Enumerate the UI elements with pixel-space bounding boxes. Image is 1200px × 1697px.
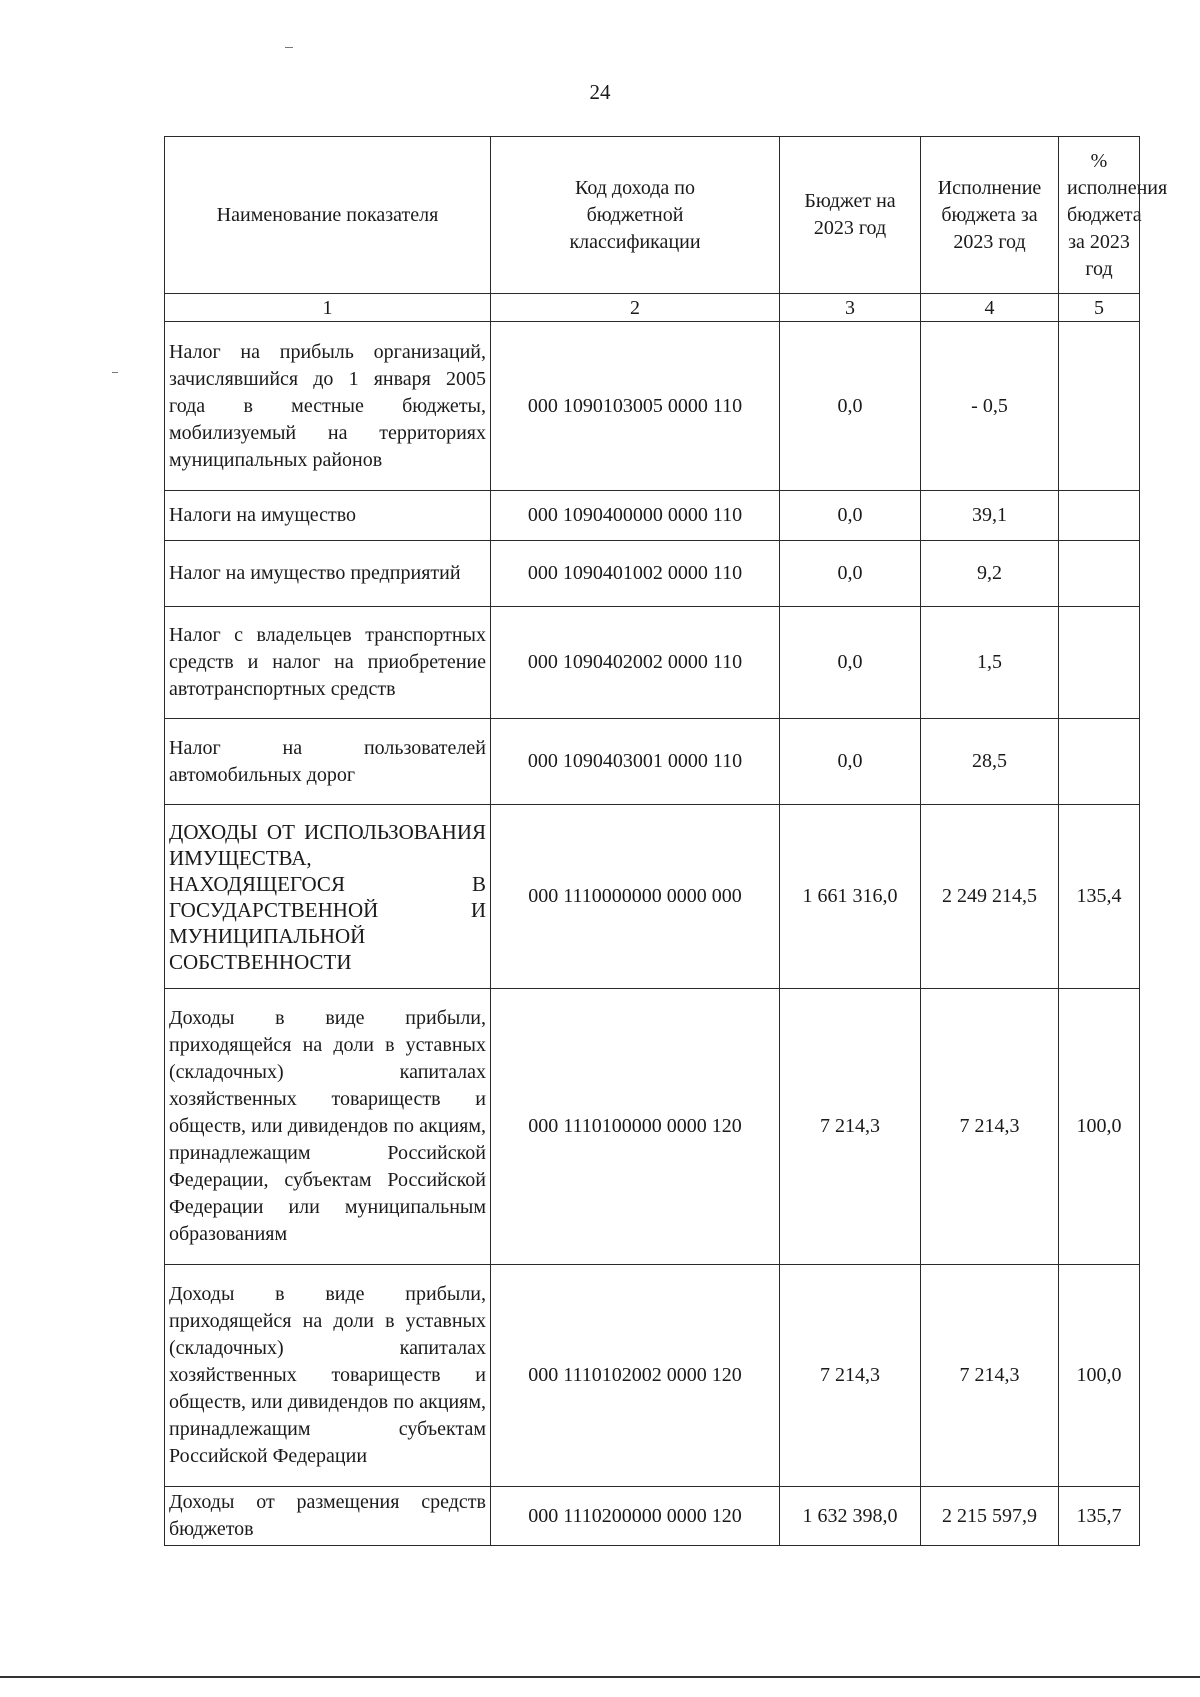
row-execution: 1,5	[921, 607, 1059, 719]
row-name: Налог с владельцев транспортных средств и налог на приобретение автотранспортных средств	[165, 607, 491, 719]
table-row	[165, 719, 1140, 805]
header-row	[165, 137, 1140, 294]
column-number: 3	[780, 294, 921, 322]
row-name: Доходы в виде прибыли, приходящейся на доли в уставных (складочных) капиталах хозяйственных товариществ и обществ, или дивидендов по акциям, принадлежащим Российской Федерации, субъектам Российской Федерации или муниципальным образованиям	[165, 989, 491, 1265]
row-execution: 7 214,3	[921, 1265, 1059, 1487]
table-row	[165, 491, 1140, 541]
row-code: 000 1090103005 0000 110	[491, 322, 780, 491]
row-budget: 7 214,3	[780, 989, 921, 1265]
row-percent: 135,7	[1059, 1487, 1140, 1546]
row-code: 000 1090401002 0000 110	[491, 541, 780, 607]
row-name: Доходы в виде прибыли, приходящейся на доли в уставных (складочных) капиталах хозяйственных товариществ и обществ, или дивидендов по акциям, принадлежащим субъектам Российской Федерации	[165, 1265, 491, 1487]
row-percent	[1059, 607, 1140, 719]
row-code: 000 1110100000 0000 120	[491, 989, 780, 1265]
row-execution: - 0,5	[921, 322, 1059, 491]
row-percent	[1059, 541, 1140, 607]
row-code: 000 1110102002 0000 120	[491, 1265, 780, 1487]
header-budget: Бюджет на 2023 год	[780, 137, 921, 294]
page-bottom-rule	[0, 1676, 1200, 1678]
column-number-row	[165, 294, 1140, 322]
row-budget: 0,0	[780, 719, 921, 805]
table-row	[165, 805, 1140, 989]
table-row	[165, 607, 1140, 719]
row-code: 000 1090402002 0000 110	[491, 607, 780, 719]
row-percent	[1059, 719, 1140, 805]
table-row	[165, 322, 1140, 491]
row-percent: 100,0	[1059, 989, 1140, 1265]
row-name: Налог на имущество предприятий	[165, 541, 491, 607]
table-row	[165, 989, 1140, 1265]
row-code: 000 1090403001 0000 110	[491, 719, 780, 805]
row-name: Налог на пользователей автомобильных дорог	[165, 719, 491, 805]
row-percent: 100,0	[1059, 1265, 1140, 1487]
page-number: 24	[589, 80, 611, 104]
header-execution: Исполнение бюджета за 2023 год	[921, 137, 1059, 294]
row-code: 000 1090400000 0000 110	[491, 491, 780, 541]
row-percent	[1059, 491, 1140, 541]
row-name: Налог на прибыль организаций, зачислявшийся до 1 января 2005 года в местные бюджеты, мобилизуемый на территориях муниципальных районов	[165, 322, 491, 491]
revenue-table	[164, 136, 1168, 1546]
row-code: 000 1110200000 0000 120	[491, 1487, 780, 1546]
row-budget: 7 214,3	[780, 1265, 921, 1487]
row-execution: 2 249 214,5	[921, 805, 1059, 989]
row-execution: 39,1	[921, 491, 1059, 541]
header-code: Код дохода по бюджетной классификации	[491, 137, 780, 294]
table-row	[165, 541, 1140, 607]
column-number: 4	[921, 294, 1059, 322]
revenue-table-container	[164, 136, 1168, 1546]
row-name: ДОХОДЫ ОТ ИСПОЛЬЗОВАНИЯ ИМУЩЕСТВА, НАХОДЯЩЕГОСЯ В ГОСУДАРСТВЕННОЙ И МУНИЦИПАЛЬНОЙ СОБСТВЕННОСТИ	[165, 805, 491, 989]
column-number: 2	[491, 294, 780, 322]
row-execution: 7 214,3	[921, 989, 1059, 1265]
row-execution: 9,2	[921, 541, 1059, 607]
row-name: Налоги на имущество	[165, 491, 491, 541]
scan-speck	[112, 372, 118, 373]
row-budget: 0,0	[780, 491, 921, 541]
row-percent	[1059, 322, 1140, 491]
row-budget: 1 632 398,0	[780, 1487, 921, 1546]
column-number: 5	[1059, 294, 1140, 322]
table-row	[165, 1265, 1140, 1487]
row-execution: 2 215 597,9	[921, 1487, 1059, 1546]
scan-speck	[285, 47, 293, 48]
row-budget: 1 661 316,0	[780, 805, 921, 989]
row-budget: 0,0	[780, 541, 921, 607]
row-code: 000 1110000000 0000 000	[491, 805, 780, 989]
row-budget: 0,0	[780, 607, 921, 719]
header-name: Наименование показателя	[165, 137, 491, 294]
table-row	[165, 1487, 1140, 1546]
header-percent: % исполнения бюджета за 2023 год	[1059, 137, 1140, 294]
row-budget: 0,0	[780, 322, 921, 491]
row-execution: 28,5	[921, 719, 1059, 805]
row-name: Доходы от размещения средств бюджетов	[165, 1487, 491, 1546]
column-number: 1	[165, 294, 491, 322]
row-percent: 135,4	[1059, 805, 1140, 989]
